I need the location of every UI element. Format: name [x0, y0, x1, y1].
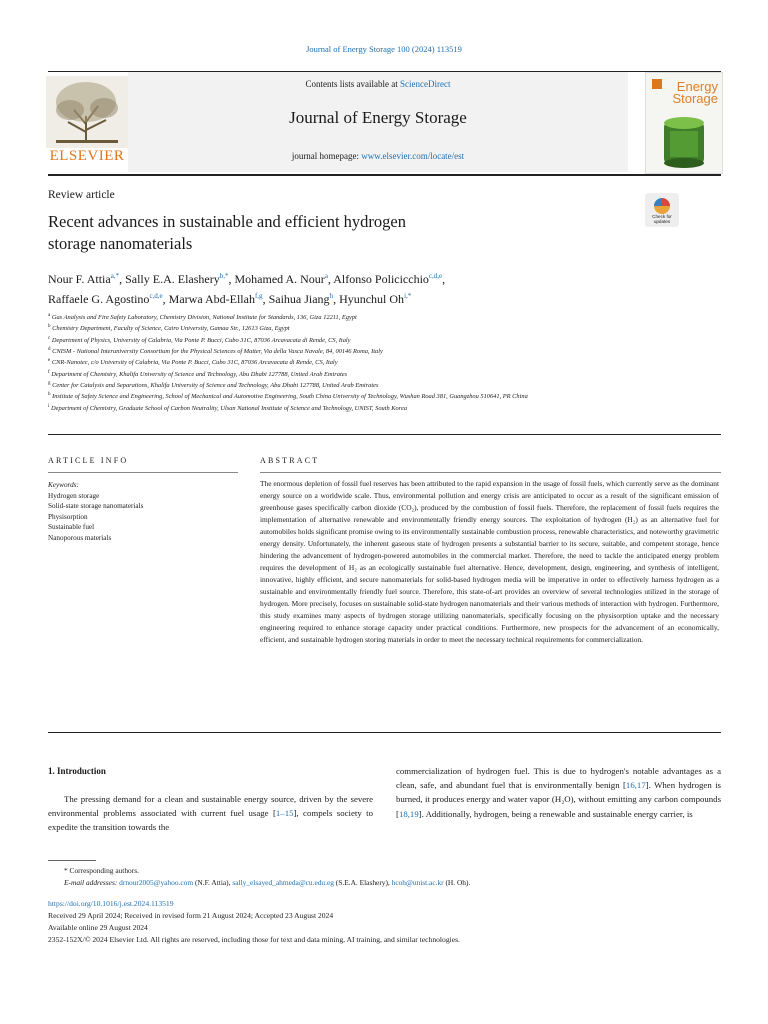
affiliation: $^f$ Department of Chemistry, Khalifa University of Science and Technology, Abu Dhabi 127788, United Arab Emirates: [48, 369, 348, 378]
author: Nour F. Attia$^{a,*}$,: [48, 272, 126, 286]
introduction-heading: 1. Introduction: [48, 766, 106, 776]
affiliation: $^b$ Chemistry Department, Faculty of Science, Cairo University, Gamaa Str., 12613 Giza, Egypt: [48, 324, 290, 333]
keyword: Solid-state storage nanomaterials: [48, 502, 144, 510]
keywords-list: [48, 480, 228, 543]
journal-citation-line[interactable]: Journal of Energy Storage 100 (2024) 113519: [306, 44, 462, 54]
homepage-link[interactable]: www.elsevier.com/locate/est: [361, 151, 465, 161]
check-updates-label: Check for updates: [652, 214, 672, 224]
keywords-label: Keywords:: [48, 481, 79, 489]
affiliation: $^g$ Center for Catalysis and Separations, Khalifa University of Science and Technology, Abu Dhabi 127788, United Arab Emirates: [48, 380, 379, 390]
journal-homepage: [128, 151, 628, 161]
email-footnote: E-mail addresses: drnour2005@yahoo.com (N.F. Attia), sally_elsayed_ahmeda@cu.edu.eg (S.E.A. Elashery), hcoh@unist.ac.kr (H. Oh).: [64, 878, 471, 887]
elsevier-logo[interactable]: [46, 76, 128, 164]
email-link[interactable]: hcoh@unist.ac.kr: [391, 878, 444, 887]
footnote-rule: [48, 860, 96, 861]
doi-link[interactable]: https://doi.org/10.1016/j.est.2024.113519: [48, 899, 174, 908]
article-info-heading: ARTICLE INFO: [48, 456, 129, 465]
author: Alfonso Policicchio$^{c,d,e}$,: [333, 272, 446, 286]
citation-link[interactable]: 18,19: [398, 808, 419, 819]
intro-left-column: The pressing demand for a clean and sustainable energy source, driven by the severe environmental problems associated with current fuel usage [1–15], compels society to expedite the transition towards the: [48, 794, 373, 833]
article-title: [48, 211, 568, 255]
battery-cover-icon: [660, 113, 708, 169]
affiliation: $^a$ Gas Analysis and Fire Safety Laboratory, Chemistry Division, National Institute for Standards, 136, Giza 12211, Egypt: [48, 313, 357, 322]
affiliations-rule: [48, 434, 721, 435]
received-dates: Received 29 April 2024; Received in revised form 21 August 2024; Accepted 23 August 2024: [48, 911, 334, 920]
abstract-text: The enormous depletion of fossil fuel reserves has been attributed to the rapid expansion in the usage of fossil fuels, which currently serve as the dominant energy source on a worldwide scale. Thus, environmental pollution and energy crisis are anticipated to occur as a result of the significant emission of greenhouse gases specifically carbon dioxide (CO₂), produced by the combustion of fossil fuels. Therefore, the replacement of fossil fuels requires the implementation of alternative renewable and environmentally friendly energy sources. The exploitation of hydrogen (H₂) as an alternative fuel for automobiles holds significant promise owing to its environmentally sustainable combustion process, renewable characteristics, and noteworthy gravimetric energy density. Unfortunately, the inherent gaseous state of hydrogen presents a substantial barrier to its secure, suitable, and competent storage, hence hindering the advancement of hydrogen-powered automobiles in the commercial market. Therefore, the need to tackle the anticipated energy problem requires the development of H₂ as an ecologically sustainable fuel alternative. Hence, development, design, engineering, and synthesis of intelligent, innovative, highly efficient, and secure nanomaterials for solid-based hydrogen media will be imperative in order to effectively harness hydrogen as a sustainable and environmentally friendly fuel source. Therefore, this state-of-art provides an overview of several technologies utilized in the storage of hydrogen. More precisely, focuses on sustainable solid-state hydrogen nanomaterials and their various methods of interaction with hydrogen. Furthermore, this study examines many aspects of hydrogen storage utilizing nanomaterials, specifically focusing on the physisorption uptake and the necessary engineering required to enhance storage capacity under practical conditions. Furthermore, new prospects for the advancement of an economically, efficient, and sustainable hydrogen storing materials in order to meet the necessary technical requirements for commercialization.: [260, 479, 719, 644]
abstract-bottom-rule: [48, 732, 721, 733]
cover-title-energy: Energy: [676, 79, 718, 94]
cover-logo-mark: [652, 79, 662, 89]
journal-title: Journal of Energy Storage: [289, 108, 467, 127]
footnotes: [48, 865, 728, 889]
abstract-top-rule: [260, 472, 721, 473]
article-info-rule: [48, 472, 238, 473]
author: Raffaele G. Agostino$^{c,d,e}$,: [48, 292, 169, 306]
affiliation-list: [48, 311, 648, 413]
sciencedirect-link[interactable]: ScienceDirect: [400, 79, 451, 89]
corresponding-footnote: * Corresponding authors.: [64, 866, 139, 875]
article-type: Review article: [48, 189, 115, 201]
affiliation: $^c$ Department of Physics, University of Calabria, Via Ponte P. Bucci, Cubo 31C, 87036 Arcavacata di Rende, CS, Italy: [48, 335, 351, 344]
keyword: Physisorption: [48, 512, 88, 521]
header-bottom-rule: [48, 174, 721, 176]
author-list: [48, 268, 628, 308]
affiliation: $^d$ CNISM - National Interuniversity Consortium for the Physical Sciences of Matter, Via della Vasca Navale, 84, 00146 Roma, Italy: [48, 346, 383, 356]
elsevier-wordmark: ELSEVIER: [49, 148, 125, 164]
intro-right-column: commercialization of hydrogen fuel. This is due to hydrogen's notable advantages as a clean, safe, and abundant fuel that is environmentally benign [16,17]. When hydrogen is burned, it produces energy and water vapor (H₂O), without emitting any carbon compounds [18,19]. Additionally, hydrogen, being a renewable and sustainable energy carrier, is: [396, 766, 721, 819]
title-line-1: Recent advances in sustainable and efficient hydrogen: [48, 212, 406, 231]
publication-info: [48, 898, 728, 946]
cover-title-storage: Storage: [672, 91, 718, 106]
author: Sally E.A. Elashery$^{b,*}$,: [125, 272, 235, 286]
keyword: Nanoporous materials: [48, 533, 112, 542]
affiliation: $^e$ CNR-Nanotec, c/o University of Calabria, Via Ponte P. Bucci, Cubo 31C, 87036 Arcavacata di Rende, CS, Italy: [48, 358, 338, 367]
journal-cover[interactable]: [645, 72, 723, 174]
keyword: Sustainable fuel: [48, 523, 95, 531]
affiliation: $^h$ Institute of Safety Science and Engineering, School of Mechanical and Automotive Engineering, South China University of Technology, Wushan Road 381, Guangzhou 510641, PR China: [48, 392, 528, 401]
copyright: 2352-152X/© 2024 Elsevier Ltd. All rights are reserved, including those for text and data mining, AI training, and similar technologies.: [48, 935, 460, 944]
title-line-2: storage nanomaterials: [48, 234, 193, 253]
author: Hyunchul $Oh^{i,*}$: [339, 292, 412, 306]
email-link[interactable]: sally_elsayed_ahmeda@cu.edu.eg: [232, 878, 334, 887]
author: Mohamed A. Nour$^a$,: [234, 272, 334, 286]
contents-available: [128, 79, 628, 89]
check-for-updates-badge[interactable]: [645, 193, 679, 227]
author: Saihua Jiang$^h$,: [268, 292, 340, 306]
email-link[interactable]: drnour2005@yahoo.com: [119, 878, 194, 887]
available-online: Available online 29 August 2024: [48, 923, 148, 932]
citation-link[interactable]: 16,17: [625, 780, 646, 791]
author: Marwa Abd-Ellah$^{f,g}$,: [168, 292, 269, 306]
abstract-heading: ABSTRACT: [260, 456, 320, 465]
affiliation: $^i$ Department of Chemistry, Graduate School of Carbon Neutrality, Ulsan National Institute of Science and Technology, UNIST, South Korea: [48, 403, 408, 412]
contents-prefix: Contents lists available at: [305, 79, 400, 89]
citation-link[interactable]: 1–15: [275, 808, 294, 819]
keyword: Hydrogen storage: [48, 491, 100, 500]
homepage-prefix: journal homepage:: [291, 151, 362, 161]
